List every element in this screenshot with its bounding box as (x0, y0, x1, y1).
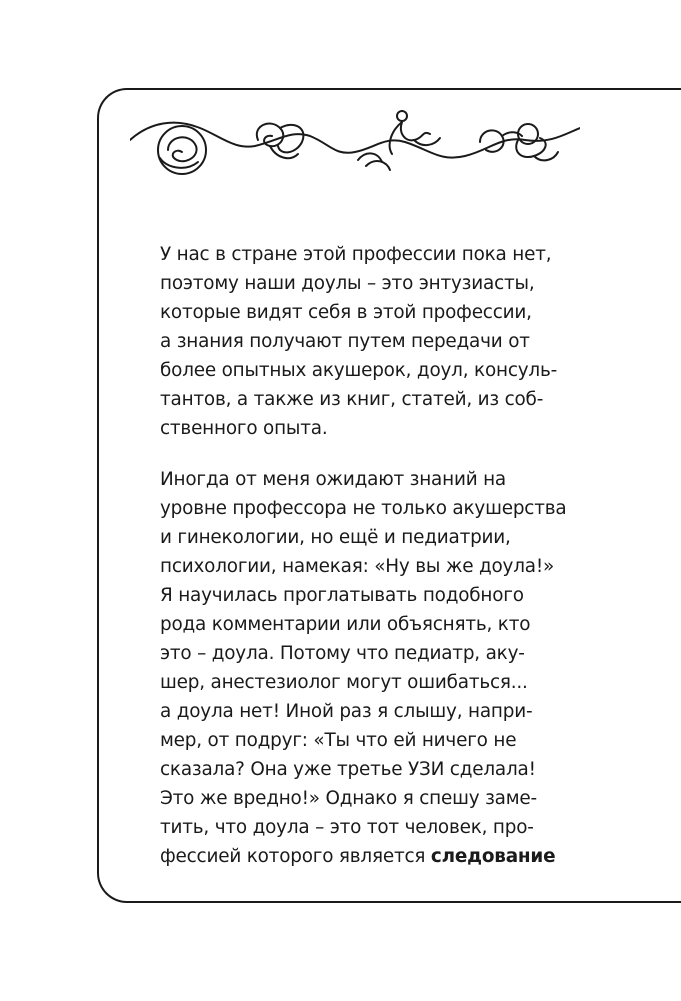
text-bold: следование (430, 846, 556, 867)
paragraph-1 (160, 240, 680, 443)
text-line: уровне профессора не только акушерства (160, 498, 567, 519)
embryo-development-line-art-icon (130, 100, 580, 190)
text-line: мер, от подруг: «Ты что ей ничего не (160, 730, 517, 751)
paragraph-2 (160, 465, 680, 871)
text-line: рода комментарии или объяснять, кто (160, 614, 531, 635)
text-line: Это же вредно!» Однако я спешу заме- (160, 788, 537, 809)
text-plain: фессией которого является (160, 846, 426, 867)
text-line: ственного опыта. (160, 418, 328, 439)
text-line: которые видят себя в этой профессии, (160, 302, 532, 323)
text-line: а знания получают путем передачи от (160, 331, 530, 352)
text-line: У нас в стране этой профессии пока нет, (160, 244, 552, 265)
text-line: тантов, а также из книг, статей, из соб- (160, 389, 544, 410)
text-line: шер, анестезиолог могут ошибаться... (160, 672, 528, 693)
text-line-last (160, 842, 680, 871)
text-line: сказала? Она уже третье УЗИ сделала! (160, 759, 536, 780)
text-line: Иногда от меня ожидают знаний на (160, 469, 506, 490)
text-line: поэтому наши доулы – это энтузиасты, (160, 273, 535, 294)
text-line: более опытных акушерок, доул, консуль- (160, 360, 558, 381)
text-line: это – доула. Потому что педиатр, аку- (160, 643, 525, 664)
main-text (160, 240, 680, 893)
text-line: и гинекологии, но ещё и педиатрии, (160, 527, 511, 548)
text-line: тить, что доула – это тот человек, про- (160, 817, 534, 838)
text-line: психологии, намекая: «Ну вы же доула!» (160, 556, 555, 577)
text-line: Я научилась проглатывать подобного (160, 585, 524, 606)
text-line: а доула нет! Иной раз я слышу, напри- (160, 701, 533, 722)
